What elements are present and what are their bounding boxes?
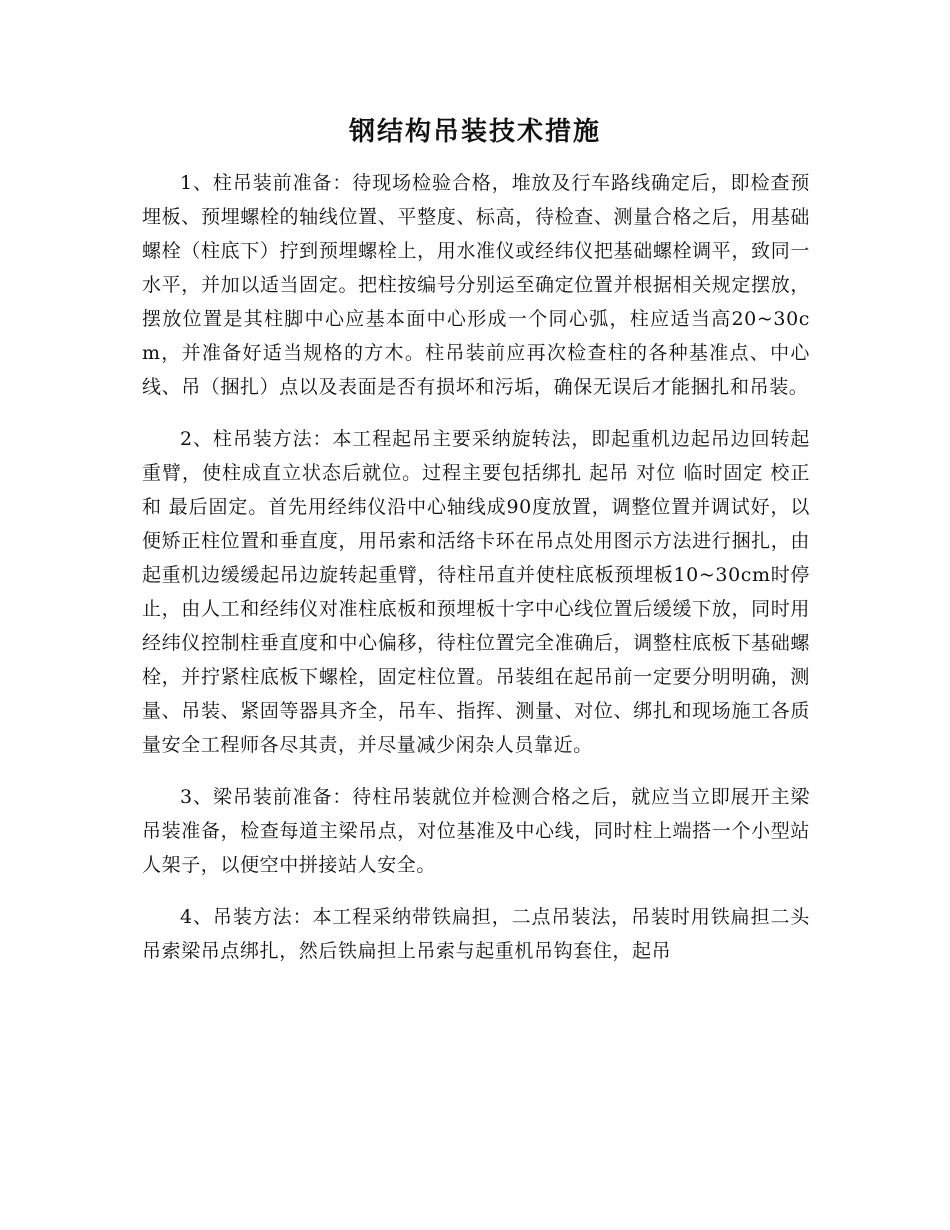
document-body bbox=[142, 166, 810, 986]
document-title: 钢结构吊装技术措施 bbox=[348, 117, 601, 147]
paragraph-3: 3、梁吊装前准备：待柱吊装就位并检测合格之后，就应当立即展开主梁吊装准备，检查每道主梁吊点，对位基准及中心线，同时柱上端搭一个小型站人架子，以便空中拼接站人安全。 bbox=[142, 786, 810, 876]
paragraph-4: 4、吊装方法：本工程采纳带铁扁担，二点吊装法，吊装时用铁扁担二头吊索梁吊点绑扎，然后铁扁担上吊索与起重机吊钩套住，起吊 bbox=[142, 906, 810, 962]
paragraph-1: 1、柱吊装前准备：待现场检验合格，堆放及行车路线确定后，即检查预埋板、预埋螺栓的轴线位置、平整度、标高，待检查、测量合格之后，用基础螺栓（柱底下）拧到预埋螺栓上，用水准仪或经纬仪把基础螺栓调平，致同一水平，并加以适当固定。把柱按编号分别运至确定位置并根据相关规定摆放，摆放位置是其柱脚中心应基本面中心形成一个同心弧，柱应适当高20~30cm，并准备好适当规格的方木。柱吊装前应再次检查柱的各种基准点、中心线、吊（捆扎）点以及表面是否有损坏和污垢，确保无误后才能捆扎和吊装。 bbox=[142, 172, 810, 398]
paragraph-2: 2、柱吊装方法：本工程起吊主要采纳旋转法，即起重机边起吊边回转起重臂，使柱成直立状态后就位。过程主要包括绑扎 起吊 对位 临时固定 校正和 最后固定。首先用经纬仪沿中心轴线成90度放置，调整位置并调试好，以便矫正柱位置和垂直度，用吊索和活络卡环在吊点处用图示方法进行捆扎，由起重机边缓缓起吊边旋转起重臂，待柱吊直并使柱底板预埋板10~30cm时停止，由人工和经纬仪对准柱底板和预埋板十字中心线位置后缓缓下放，同时用经纬仪控制柱垂直度和中心偏移，待柱位置完全准确后，调整柱底板下基础螺栓，并拧紧柱底板下螺栓，固定柱位置。吊装组在起吊前一定要分明明确，测量、吊装、紧固等器具齐全，吊车、指挥、测量、对位、绑扎和现场施工各质量安全工程师各尽其责，并尽量减少闲杂人员靠近。 bbox=[142, 428, 810, 756]
